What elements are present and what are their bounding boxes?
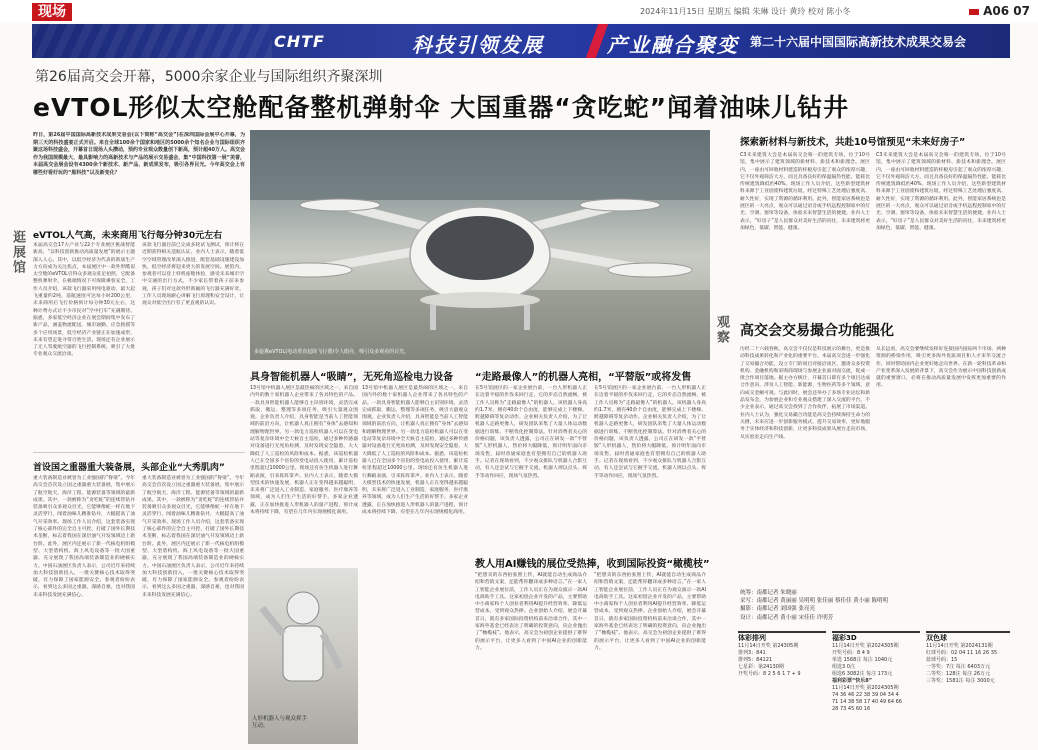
evtol-aircraft-illustration xyxy=(250,130,710,360)
masthead-bar xyxy=(0,0,1038,22)
lottery-line: 二等奖：128注 每注 26万元 xyxy=(926,671,991,677)
equipment-title: 首设国之重器重大装备展，头部企业“大秀肌肉” xyxy=(33,463,225,473)
lottery-line: 开奖号码：8 4 9 xyxy=(832,650,870,656)
section-tag: 现场 xyxy=(32,3,72,21)
walking-robot-title: “走路最像人”的机器人亮相，“平替版”或将发售 xyxy=(475,372,692,383)
banner-slogan-2: 产业融合聚变 xyxy=(607,33,739,57)
lottery-line: 七星彩：第24130期 xyxy=(738,664,784,670)
lede-paragraph: 昨日，第26届中国国际高新技术成果交易会(以下简称“高交会”)在深圳国际会展中心开幕，为期三天的科技盛宴正式开启。来自全球100余个国家和地区的5000余个知名企业与国际组织齐聚这场科技盛会，开幕首日现场人头攒动，预约专业观众数量创下新高，预计超40万人。高交会作为我国规模最大、最具影响力的高新技术与产品的展示交易盛会，集“中国科技第一展”美誉，本届高交会展会设有4300余个新技术、新产品、新成果发布，吸引各界目光。今年高交会上有哪些好看好玩的“黑科技”以及新变化？ xyxy=(33,132,245,176)
lottery-line: 单选 1568注 每注 1040元 xyxy=(832,657,893,663)
humanoid-robot-illustration xyxy=(248,568,358,708)
lottery-line: 红球号码：02 04 11 16 26 35 xyxy=(926,650,998,656)
future-house-body: C3未来建筑大会是本届高交会唯一的建筑专场，位于10号馆，集中展示了建筑领域的新材料、新技术和新理念。展区内，一座由可回收材料建造的样板房引起了观众的浓厚兴趣，它不仅外观简洁大方，而且具备良好的保温隔热性能，能耗比传统建筑降低约40%。现场工作人员介绍，这些新型建筑材料来源于工业固废和建筑垃圾，经过特殊工艺处理后强度高、耐久性好，实现了资源的循环利用。此外，智能家居系统也是展区的一大亮点，观众可以通过语音或手机远程控制家中的灯光、空调、窗帘等设备，体验未来智慧生活的便捷。业内人士表示，“好房子”是人民群众对美好生活的向往，未来建筑将更加绿色、低碳、智能、健康。 xyxy=(740,153,870,231)
lottery-line: 开奖号码：8 2 5 6 1 7 + 9 xyxy=(738,671,801,677)
robot-photo xyxy=(248,568,358,744)
lottery-line: 11月14日开奖 第2024305期 xyxy=(832,685,899,691)
lottery-line: 排列5：84121 xyxy=(738,657,773,663)
observation-title: 高交会交易撮合功能强化 xyxy=(740,323,894,339)
evtol-body-2: 该款飞行器目前已完成多轮试飞测试，预计将在近期获得相关适航认证。业内人士表示，随着低空空域管理改革深入推进，配套基础设施建设加快，低空经济将迎来更大的发展空间。展馆内，参观者可以登上样机座舱体验，感受未来城市空中交通的出行方式，不少家长带着孩子前来参观，孩子们对这款外形新颖的飞行器充满好奇。工作人员现场耐心讲解飞行原理和安全设计，让观众对低空出行有了更直观的认识。 xyxy=(142,243,244,307)
banner-divider xyxy=(586,24,608,58)
lottery-line: 一等奖：7注 每注 6403万元 xyxy=(926,664,991,670)
lottery-line: 11月14日开奖 第2024131期 xyxy=(926,643,993,649)
chtf-logo: CHTF xyxy=(274,32,325,51)
page-marker-icon xyxy=(969,9,979,15)
robot-body: 13号馆中机器人展区是最热闹的区域之一，来自国内外的数十家机器人企业带来了各具特色的产品。一款具身智能机器人能够自主识别环境，灵活完成抓取、搬运、整理等多项任务，吸引大量观众围观。企业负责人介绍，具身智能是当前人工智能领域的前沿方向，让机器人真正拥有“身体”去感知和理解物理世界。另一款电力巡检机器人可以在变电站等复杂环境中全天候自主巡检，通过多种传感器对设备进行无死角检测，及时发现安全隐患，大大降低了人工巡检的风险和成本。据悉，该巡检机器人已在全国多个省份的变电站投入使用，累计巡检里程超过10000公里。现场还有仿生机器人进行舞蹈表演，引来阵阵掌声。业内人士表示，随着大模型技术的快速发展，机器人正在变得越来越聪明，未来将广泛进入工业制造、家庭服务、医疗康养等领域，成为人们生产生活的好帮手。多家企业透露，正在加快推进人形机器人的量产进程，预计成本将持续下降，有望在几年内实现规模化商用。 xyxy=(250,386,358,516)
evtol-photo xyxy=(250,130,710,360)
evtol-title: eVTOL人气高，未来商用飞行每分钟30元左右 xyxy=(33,231,223,241)
robot-photo-caption: 人形机器人与观众挥手互动。 xyxy=(252,716,308,729)
lottery-title: 双色球 xyxy=(926,634,947,642)
issue-info: 2024年11月15日 星期五 编辑 朱琳 设计 黄玲 校对 陈小冬 xyxy=(640,7,851,16)
banner-slogan-1: 科技引领发展 xyxy=(412,33,544,57)
banner-pattern xyxy=(32,24,272,58)
lottery-title: 福彩3D xyxy=(832,634,857,642)
equipment-body: 重大装备制造业被誉为工业强国的“脊梁”。今年高交会首次设立国之重器重大装备展，集中展示了航空航天、海洋工程、能源装备等领域的最新成果。其中，一款被称为“贪吃蛇”的连续管钻井装备吸引众多观众目光，它能够像蛇一样在地下灵活穿行，闻着油味儿精准钻井，大幅提高了油气开采效率。现场工作人员介绍，这套装备实现了核心部件的完全自主可控，打破了国外长期技术垄断，标志着我国在深层油气开发领域迈上新台阶。此外，展区内还展示了新一代核电机组模型、大型盾构机、海上风电设备等一批大国重器，充分展现了我国高端装备制造业的硬核实力。中国石油展区负责人表示，公司近年来持续加大科技创新投入，一批关键核心技术取得突破，有力保障了国家能源安全。参观者纷纷表示，看到这么多国之重器，深感自豪，也对我国未来科技发展充满信心。 xyxy=(33,476,135,598)
robot-body-2: 13号馆中机器人展区是最热闹的区域之一，来自国内外的数十家机器人企业带来了各具特色的产品。一款具身智能机器人能够自主识别环境，灵活完成抓取、搬运、整理等多项任务，吸引大量观众围观。企业负责人介绍，具身智能是当前人工智能领域的前沿方向，让机器人真正拥有“身体”去感知和理解物理世界。另一款电力巡检机器人可以在变电站等复杂环境中全天候自主巡检，通过多种传感器对设备进行无死角检测，及时发现安全隐患，大大降低了人工巡检的风险和成本。据悉，该巡检机器人已在全国多个省份的变电站投入使用，累计巡检里程超过10000公里。现场还有仿生机器人进行舞蹈表演，引来阵阵掌声。业内人士表示，随着大模型技术的快速发展，机器人正在变得越来越聪明，未来将广泛进入工业制造、家庭服务、医疗康养等领域，成为人们生产生活的好帮手。多家企业透露，正在加快推进人形机器人的量产进程，预计成本将持续下降，有望在几年内实现规模化商用。 xyxy=(362,386,468,516)
lottery-box xyxy=(738,631,826,745)
page-number xyxy=(969,4,1030,18)
future-house-title: 探索新材料与新技术，共赴10号馆预见“未来好房子” xyxy=(740,137,966,148)
column-label-right: 观察 xyxy=(714,315,729,345)
lottery-line: 蓝球号码：15 xyxy=(926,657,958,663)
banner-event: 第二十六届中国国际高新技术成果交易会 xyxy=(750,35,967,49)
robot-title: 具身智能机器人“吸睛”，无死角巡检电力设备 xyxy=(250,372,454,383)
lottery-line: 组选3 0注 xyxy=(832,664,855,670)
ai-title: 教人用AI赚钱的展位受热捧，收到国际投资“橄榄枝” xyxy=(475,559,710,570)
credit-line: 摄影：南都记者 刘国强 张亮亮 xyxy=(740,606,815,613)
evtol-body: 本届高交会17大产业与22个专业展区挑战智能新高，“以科技创新推动高质量发展”的展示主题深入人心。其中，以低空经济为代表的新质生产力方向成为关注焦点，本届展区中一款外形酷似太空舱的eVTOL引得众多观众驻足拍照，它配备整机弹射伞，在极端情况下可保障乘客安全。工作人员介绍，该款飞行器采用纯电驱动，最大起飞重量约2吨，巡航速度可达每小时200公里，未来商用后飞行价格预计每分钟30元左右，这种计费方式让不少市民对“空中打车”充满期待。据悉，多家低空经济企业在展会期间集中发布了新产品，涵盖物流配送、城市通勤、应急救援等多个应用场景，低空经济产业链正在加速成形，未来有望走进寻常百姓生活。现场还有企业展示了无人驾驶航空器的飞行控制系统，吸引了大批专业观众交流洽谈。 xyxy=(33,243,135,358)
walking-robot-body: 在5号馆展区的一家企业展台前，一台人形机器人正在迈着平稳的步伐来回行走，它的步态自然流畅，被工作人员称为“走路最像人”的机器人。该机器人身高约1.7米，拥有40余个自由度，能够完成上下楼梯、跨越障碍等复杂动作。企业相关负责人介绍，为了让机器人走路更像人，研发团队采集了大量人体运动数据进行训练，不断优化控制算法。针对消费者关心的价格问题，该负责人透露，公司正在研发一款“平替版”人形机器人，售价将大幅降低，预计明年面向市场发售，届时普通家庭也有望拥有自己的机器人助手。记者在现场看到，不少观众排队与机器人合影互动，有人还尝试与它握手交流，机器人则以点头、挥手等动作回应，现场气氛热烈。 xyxy=(475,386,587,479)
lottery-line: 11月14日开奖 第24305期 xyxy=(738,643,799,649)
ai-body: “把想卖的东西拍张照上传，AI就能自动生成商品介绍和营销文案，还能帮你翻译成多种语言。”在一家人工智能企业展位前，工作人员正在为观众演示一款AI电商助手工具。这家初创企业开发的产品，主要帮助中小商家和个人创业者利用AI提升经营效率、降低运营成本，受到观众热捧。企业创始人介绍，展会开幕首日，就有多家国际投资机构前来洽谈合作，其中一家海外基金已经表达了明确的投资意向，向企业抛出了“橄榄枝”。他表示，高交会为初创企业提供了难得的展示平台，让更多人看到了中国AI企业的创新能力。 xyxy=(475,573,587,651)
lottery-line: 组选6 3082注 每注 173元 xyxy=(832,671,893,677)
equipment-body-2: 重大装备制造业被誉为工业强国的“脊梁”。今年高交会首次设立国之重器重大装备展，集中展示了航空航天、海洋工程、能源装备等领域的最新成果。其中，一款被称为“贪吃蛇”的连续管钻井装备吸引众多观众目光，它能够像蛇一样在地下灵活穿行，闻着油味儿精准钻井，大幅提高了油气开采效率。现场工作人员介绍，这套装备实现了核心部件的完全自主可控，打破了国外长期技术垄断，标志着我国在深层油气开发领域迈上新台阶。此外，展区内还展示了新一代核电机组模型、大型盾构机、海上风电设备等一批大国重器，充分展现了我国高端装备制造业的硬核实力。中国石油展区负责人表示，公司近年来持续加大科技创新投入，一批关键核心技术取得突破，有力保障了国家能源安全。参观者纷纷表示，看到这么多国之重器，深感自豪，也对我国未来科技发展充满信心。 xyxy=(142,476,244,598)
lottery-line: 排列3：841 xyxy=(738,650,766,656)
credit-line: 设计：南都记者 黄小丽 宋佳佳 许明芳 xyxy=(740,614,834,621)
lottery-line: 三等奖：1581注 每注 3000元 xyxy=(926,678,995,684)
divider-line xyxy=(33,452,245,453)
event-banner xyxy=(32,24,1010,58)
lottery-box xyxy=(832,631,920,745)
lottery-line: 71 14 38 58 17 40 49 64 66 xyxy=(832,699,902,705)
lottery-title: 体彩排列 xyxy=(738,634,766,642)
observation-body-2: 从长远看，高交会要继续发挥好连接国内国际两个市场、两种资源的桥梁作用，吸引更多海外优质项目和人才来华交流合作，同时帮助国内企业更好地走向世界。在新一轮科技革命和产业变革深入发展的背景下，高交会作为展示中国科技创新成就的重要窗口，必将在推动高质量发展中发挥更加重要的作用。 xyxy=(876,347,1006,389)
lottery-line: 28 73 45 60 16 xyxy=(832,706,871,712)
observation-body: 历经二十六载春秋，高交会不仅仅是科技展示的舞台，更是推动科技成果转化和产业化的重要平台。本届高交会进一步强化了交易撮合功能，设立专门的项目对接洽谈区，邀请众多投资机构、金融机构和采购商现场与参展企业面对面交流，促成一批合作项目落地。据主办方统计，开幕首日即有多个项目达成合作意向，涉及人工智能、新能源、生物医药等多个领域，意向成交金额可观。与此同时，展会还举办了多场专业论坛和新品发布会，为参展企业和专业观众搭建了深入交流的平台，不少企业表示，通过高交会找到了合作伙伴，拓展了市场渠道。业内人士认为，强化交易撮合功能是高交会持续保持生命力的关键，未来应进一步创新服务模式，提升交易效率，更好地服务于实体经济和科技创新，让更多科技成果从展台走向市场，从实验室走向生产线。 xyxy=(740,347,870,440)
lottery-line: 74 36 46 22 38 39 04 34 4 xyxy=(832,692,899,698)
credits-block xyxy=(740,589,888,622)
sub-headline: 第26届高交会开幕，5000余家企业与国际组织齐聚深圳 xyxy=(35,69,383,85)
page-number-text: A06 07 xyxy=(983,4,1030,18)
future-house-body-2: C3未来建筑大会是本届高交会唯一的建筑专场，位于10号馆，集中展示了建筑领域的新材料、新技术和新理念。展区内，一座由可回收材料建造的样板房引起了观众的浓厚兴趣，它不仅外观简洁大方，而且具备良好的保温隔热性能，能耗比传统建筑降低约40%。现场工作人员介绍，这些新型建筑材料来源于工业固废和建筑垃圾，经过特殊工艺处理后强度高、耐久性好，实现了资源的循环利用。此外，智能家居系统也是展区的一大亮点，观众可以通过语音或手机远程控制家中的灯光、空调、窗帘等设备，体验未来智慧生活的便捷。业内人士表示，“好房子”是人民群众对美好生活的向往，未来建筑将更加绿色、低碳、智能、健康。 xyxy=(876,153,1006,231)
credit-line: 采写：南都记者 黄丽丽 吴明明 张佳丽 蔡佳佳 黄小丽 陈明明 xyxy=(740,598,888,605)
lottery-line: 福利彩票“快乐8” xyxy=(832,678,873,684)
column-label-left: 逛展馆 xyxy=(10,230,25,275)
ai-body-2: “把想卖的东西拍张照上传，AI就能自动生成商品介绍和营销文案，还能帮你翻译成多种语言。”在一家人工智能企业展位前，工作人员正在为观众演示一款AI电商助手工具。这家初创企业开发的产品，主要帮助中小商家和个人创业者利用AI提升经营效率、降低运营成本，受到观众热捧。企业创始人介绍，展会开幕首日，就有多家国际投资机构前来洽谈合作，其中一家海外基金已经表达了明确的投资意向，向企业抛出了“橄榄枝”。他表示，高交会为初创企业提供了难得的展示平台，让更多人看到了中国AI企业的创新能力。 xyxy=(594,573,706,651)
lottery-box xyxy=(926,631,1010,745)
credit-line: 统筹：南都记者 朱晓丽 xyxy=(740,590,797,596)
photo-caption: 多旋翼eVTOL(电动垂直起降飞行器)令人眼亮，吸引众多观看的目光。 xyxy=(254,349,410,355)
main-headline: eVTOL形似太空舱配备整机弹射伞 大国重器“贪吃蛇”闻着油味儿钻井 xyxy=(33,93,850,122)
lottery-line: 11月14日开奖 第2024305期 xyxy=(832,643,899,649)
walking-robot-body-2: 在5号馆展区的一家企业展台前，一台人形机器人正在迈着平稳的步伐来回行走，它的步态自然流畅，被工作人员称为“走路最像人”的机器人。该机器人身高约1.7米，拥有40余个自由度，能够完成上下楼梯、跨越障碍等复杂动作。企业相关负责人介绍，为了让机器人走路更像人，研发团队采集了大量人体运动数据进行训练，不断优化控制算法。针对消费者关心的价格问题，该负责人透露，公司正在研发一款“平替版”人形机器人，售价将大幅降低，预计明年面向市场发售，届时普通家庭也有望拥有自己的机器人助手。记者在现场看到，不少观众排队与机器人合影互动，有人还尝试与它握手交流，机器人则以点头、挥手等动作回应，现场气氛热烈。 xyxy=(594,386,706,479)
